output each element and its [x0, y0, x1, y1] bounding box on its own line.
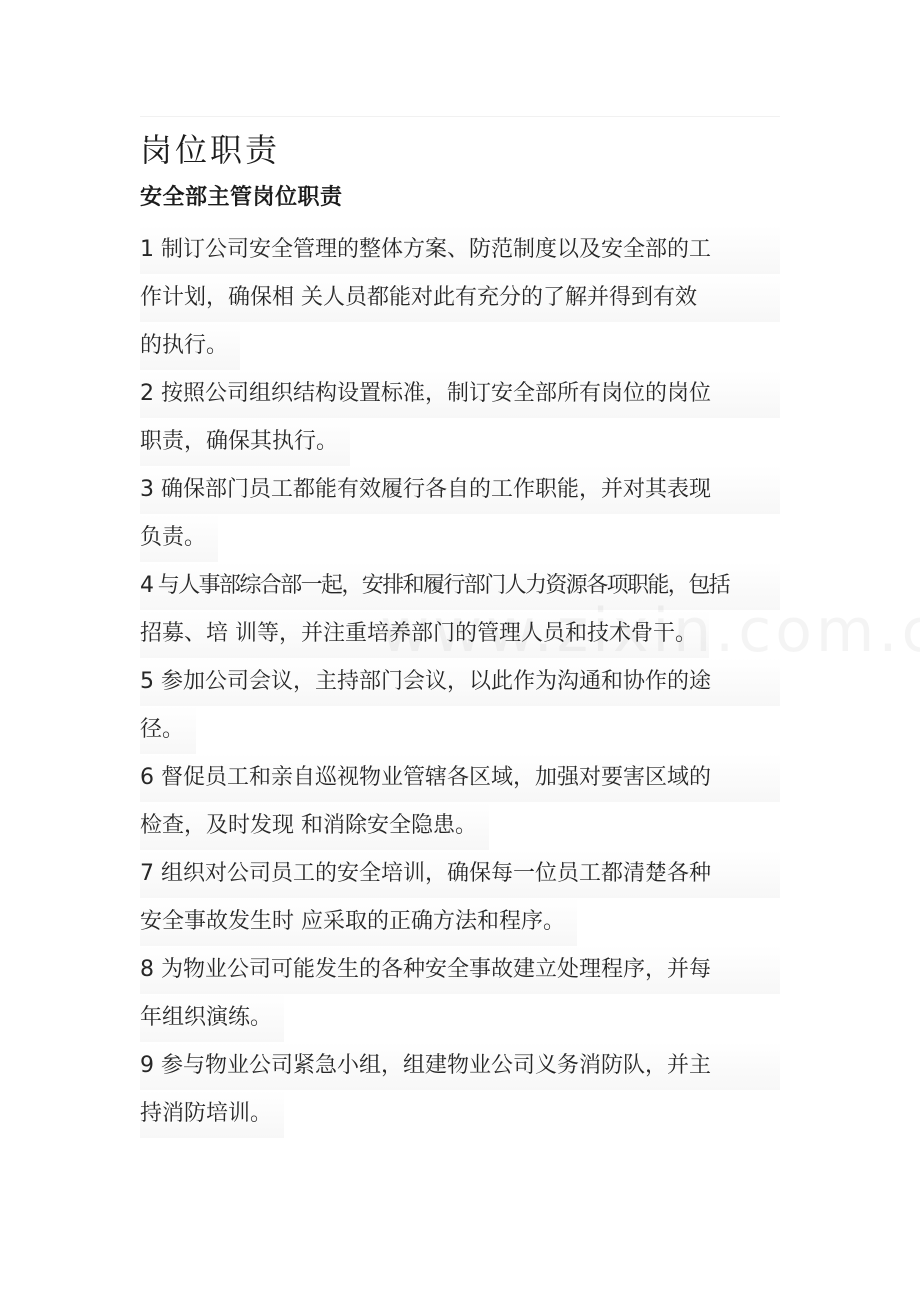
list-item — [140, 370, 780, 466]
document-body — [140, 116, 780, 1138]
list-item — [140, 226, 780, 370]
list-item — [140, 466, 780, 562]
list-item — [140, 850, 780, 946]
list-item — [140, 658, 780, 754]
item-line: 持消防培训。 — [140, 1090, 284, 1138]
item-line: 检查，及时发现 和消除安全隐患。 — [140, 802, 489, 850]
list-item — [140, 1042, 780, 1138]
item-line: 8 为物业公司可能发生的各种安全事故建立处理程序，并每 — [140, 946, 780, 994]
item-line: 9 参与物业公司紧急小组，组建物业公司义务消防队，并主 — [140, 1042, 780, 1090]
duty-list — [140, 226, 780, 1138]
item-line: 职责，确保其执行。 — [140, 418, 350, 466]
list-item — [140, 562, 780, 658]
item-line: 1 制订公司安全管理的整体方案、防范制度以及安全部的工 — [140, 226, 780, 274]
section-title: 安全部主管岗位职责 — [140, 185, 343, 210]
item-line: 径。 — [140, 706, 196, 754]
item-line: 3 确保部门员工都能有效履行各自的工作职能，并对其表现 — [140, 466, 780, 514]
page-title: 岗位职责 — [140, 131, 281, 169]
list-item — [140, 754, 780, 850]
item-line: 2 按照公司组织结构设置标准，制订安全部所有岗位的岗位 — [140, 370, 780, 418]
item-line: 4 与人事部综合部一起，安排和履行部门人力资源各项职能，包括 — [140, 562, 780, 610]
item-line: 招募、培 训等，并注重培养部门的管理人员和技术骨干。 — [140, 610, 709, 658]
item-line: 年组织演练。 — [140, 994, 284, 1042]
item-line: 安全事故发生时 应采取的正确方法和程序。 — [140, 898, 577, 946]
list-item — [140, 946, 780, 1042]
item-line: 作计划，确保相 关人员都能对此有充分的了解并得到有效 — [140, 274, 780, 322]
item-line: 7 组织对公司员工的安全培训，确保每一位员工都清楚各种 — [140, 850, 780, 898]
item-line: 的执行。 — [140, 322, 240, 370]
item-line: 5 参加公司会议，主持部门会议，以此作为沟通和协作的途 — [140, 658, 780, 706]
item-line: 6 督促员工和亲自巡视物业管辖各区域，加强对要害区域的 — [140, 754, 780, 802]
item-line: 负责。 — [140, 514, 218, 562]
